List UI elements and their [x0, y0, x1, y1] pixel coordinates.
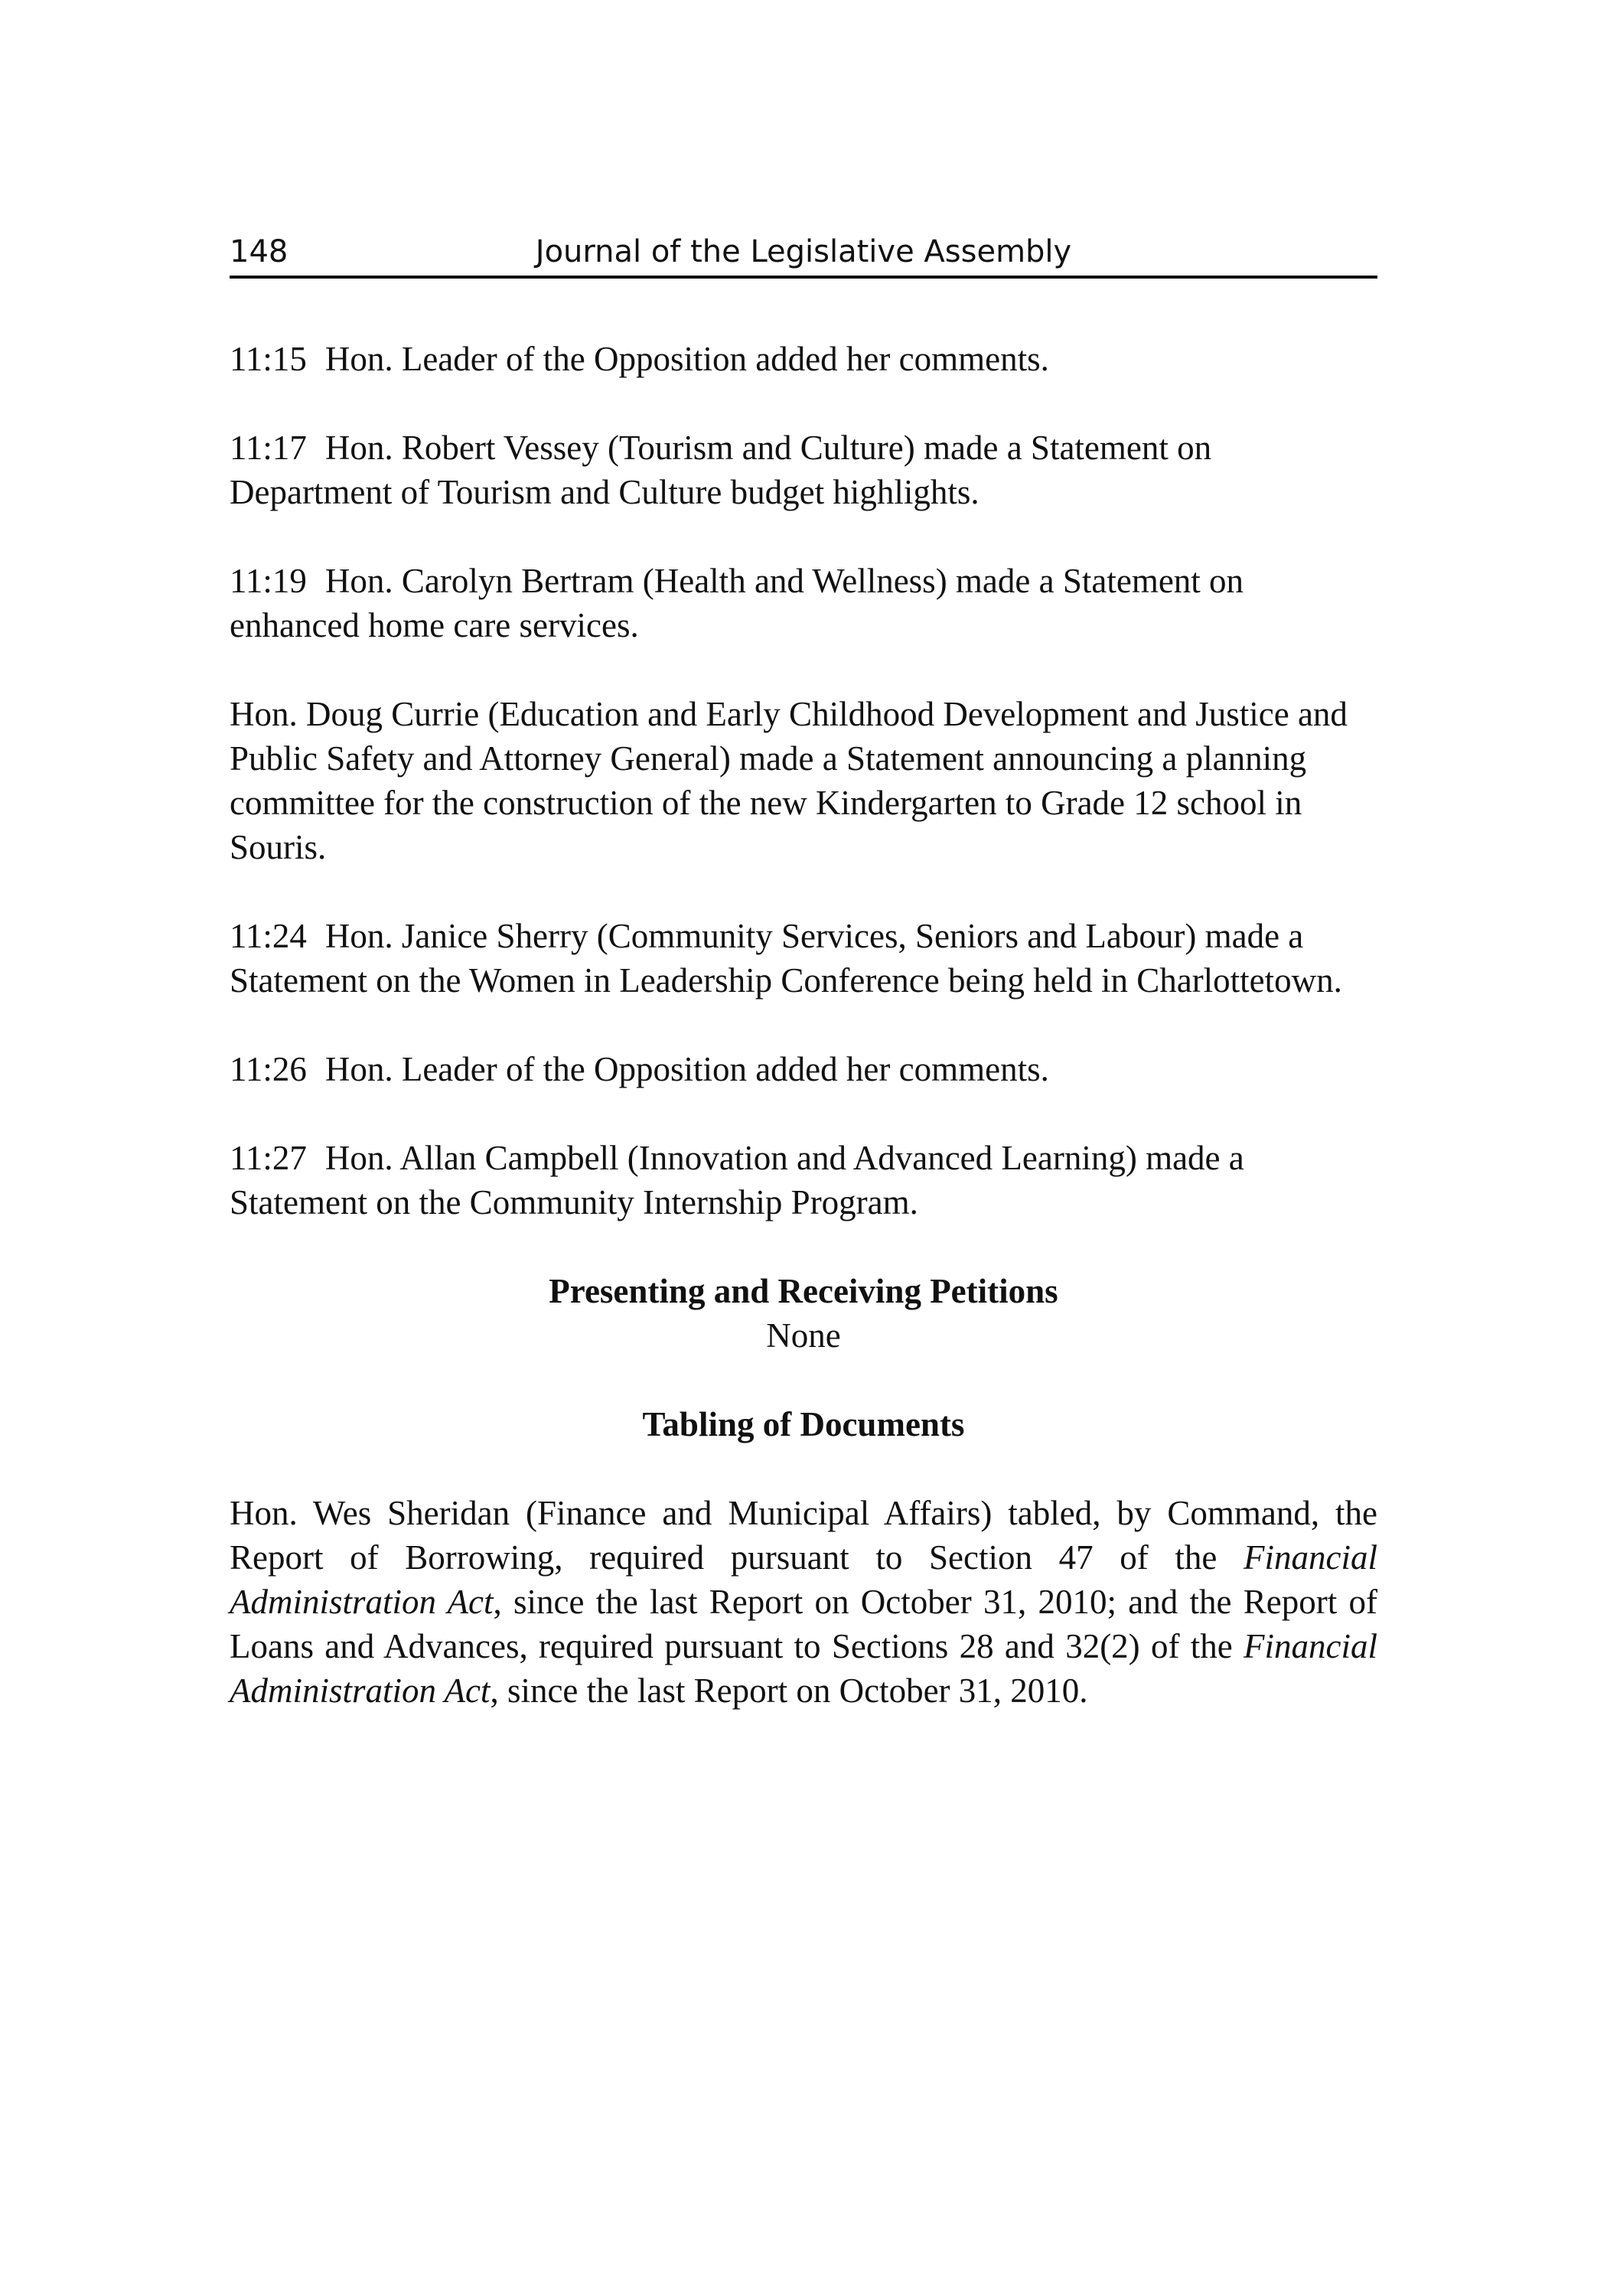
tabling-heading: Tabling of Documents — [642, 1405, 965, 1443]
petitions-text: None — [766, 1316, 841, 1355]
entry-time: 11:27 — [230, 1139, 307, 1177]
journal-title: Journal of the Legislative Assembly — [535, 234, 1072, 269]
journal-entry — [230, 692, 1377, 869]
act-title: Financial Administration Act — [230, 1627, 1377, 1710]
journal-entry — [230, 559, 1377, 647]
document-page — [230, 0, 1377, 2296]
tabling-text-part: , since the last Report on October 31, 2010; and the Report of Loans and Advances, required pursuant to Sections 28 and 32(2) of the — [230, 1583, 1377, 1665]
running-header — [230, 230, 1377, 279]
journal-entry — [230, 1047, 1377, 1091]
entry-text: Hon. Janice Sherry (Community Services, Seniors and Labour) made a Statement on the Women in Leadership Conference being held in Charlottetown. — [230, 917, 1342, 1000]
entry-text: Hon. Doug Currie (Education and Early Childhood Development and Justice and Public Safety and Attorney General) made a Statement announcing a planning committee for the construction of the new Kindergarten to Grade 12 school in Souris. — [230, 695, 1348, 866]
page-number: 148 — [230, 234, 288, 269]
tabling-paragraph — [230, 1491, 1377, 1713]
entry-text: Hon. Robert Vessey (Tourism and Culture) made a Statement on Department of Tourism and Culture budget highlights. — [230, 429, 1212, 511]
entry-text: Hon. Allan Campbell (Innovation and Advanced Learning) made a Statement on the Community Internship Program. — [230, 1139, 1244, 1221]
journal-entry — [230, 426, 1377, 514]
act-title: Financial Administration Act — [230, 1538, 1377, 1621]
entry-text: Hon. Leader of the Opposition added her comments. — [324, 1050, 1049, 1088]
journal-entry — [230, 1136, 1377, 1225]
entry-time: 11:24 — [230, 917, 307, 955]
tabling-text-part: Hon. Wes Sheridan (Finance and Municipal Affairs) tabled, by Command, the Report of Borrowing, required pursuant to Section 47 of the — [230, 1494, 1377, 1577]
entry-time: 11:17 — [230, 429, 307, 467]
entry-text: Hon. Carolyn Bertram (Health and Wellness) made a Statement on enhanced home care services. — [230, 562, 1244, 644]
tabling-text-part: , since the last Report on October 31, 2010. — [490, 1671, 1088, 1710]
journal-entry — [230, 914, 1377, 1003]
entry-time: 11:15 — [230, 340, 307, 378]
journal-entry — [230, 337, 1377, 381]
petitions-heading: Presenting and Receiving Petitions — [549, 1272, 1058, 1310]
journal-body — [230, 337, 1377, 1757]
entry-time: 11:19 — [230, 562, 307, 600]
entry-text: Hon. Leader of the Opposition added her comments. — [324, 340, 1049, 378]
entry-time: 11:26 — [230, 1050, 307, 1088]
